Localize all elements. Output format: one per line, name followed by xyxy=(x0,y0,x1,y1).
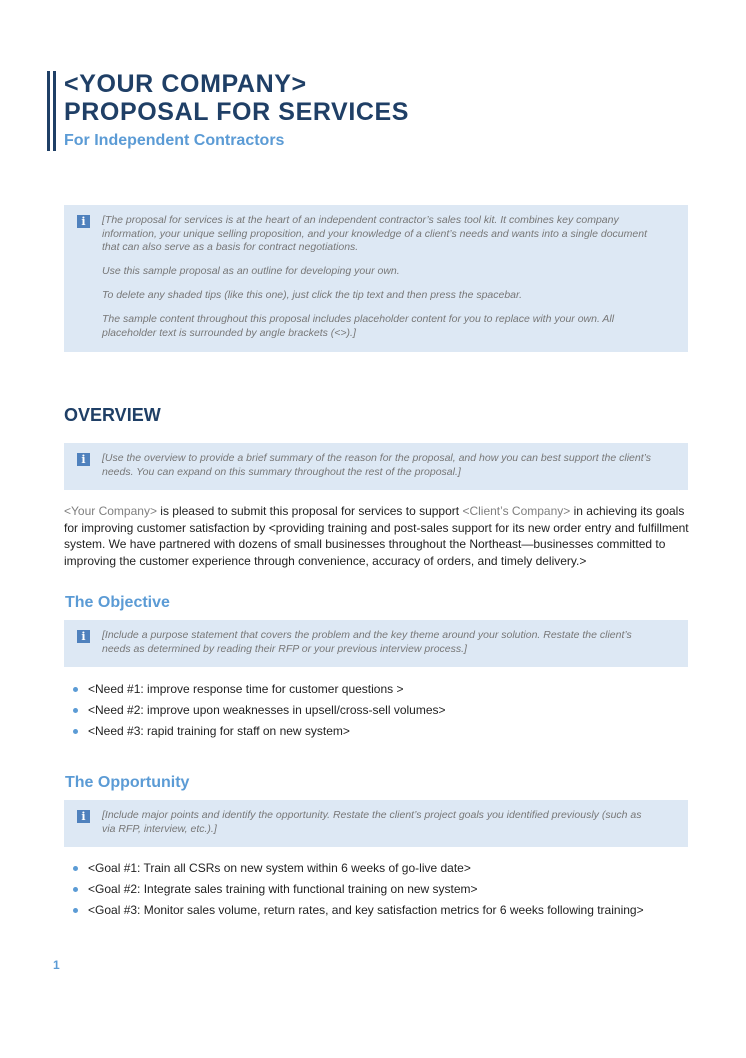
overview-text: in achieving its goals for improving customer satisfaction by <providing training and post-sales support for its new order entry and fulfillment system. We have partnered with dozens of small businesses throughout the Northeast—businesses committed to improving the customer experience through convenience, accuracy of orders, and timely delivery.> xyxy=(64,504,689,568)
document-subtitle: For Independent Contractors xyxy=(64,132,285,149)
info-icon: i xyxy=(77,453,90,466)
list-item: <Need #2: improve upon weaknesses in upsell/cross-sell volumes> xyxy=(73,700,446,721)
overview-body xyxy=(64,503,689,569)
document-title xyxy=(64,70,409,126)
tip-paragraph: The sample content throughout this proposal includes placeholder content for you to replace with your own. All placeholder text is surrounded by angle brackets (<>).] xyxy=(102,313,615,339)
title-line-proposal: PROPOSAL FOR SERVICES xyxy=(64,98,410,126)
title-line-company: <YOUR COMPANY> xyxy=(64,70,307,98)
objective-list xyxy=(73,679,446,742)
tip-paragraph: [Include major points and identify the opportunity. Restate the client’s project goals you identified previously (such as via RFP, interview, etc.).] xyxy=(102,809,642,835)
tip-paragraph: [Use the overview to provide a brief summary of the reason for the proposal, and how you can best support the client’s needs. You can expand on this summary throughout the rest of the proposal.] xyxy=(102,452,652,478)
overview-text: is pleased to submit this proposal for services to support xyxy=(156,504,463,518)
company-placeholder: <Your Company> xyxy=(64,504,157,518)
list-item: <Need #3: rapid training for staff on new system> xyxy=(73,721,446,742)
list-item: <Need #1: improve response time for customer questions > xyxy=(73,679,446,700)
tip-paragraph: [Include a purpose statement that covers the problem and the key theme around your solution. Restate the client’s needs as determined by reading their RFP or your previous interview process.] xyxy=(102,629,632,655)
info-icon: i xyxy=(77,630,90,643)
title-accent-bar xyxy=(53,71,56,151)
objective-tip-box[interactable] xyxy=(64,620,688,667)
list-item: <Goal #1: Train all CSRs on new system within 6 weeks of go-live date> xyxy=(73,858,644,879)
opportunity-heading: The Opportunity xyxy=(65,774,190,791)
info-icon: i xyxy=(77,810,90,823)
opportunity-tip-box[interactable] xyxy=(64,800,688,847)
page-number: 1 xyxy=(53,958,60,972)
client-placeholder: <Client’s Company> xyxy=(462,504,571,518)
info-icon: i xyxy=(77,215,90,228)
opportunity-list xyxy=(73,858,644,921)
list-item: <Goal #3: Monitor sales volume, return rates, and key satisfaction metrics for 6 weeks following training> xyxy=(73,900,644,921)
title-accent-bar xyxy=(47,71,50,151)
overview-heading: OVERVIEW xyxy=(64,405,161,425)
overview-tip-box[interactable] xyxy=(64,443,688,490)
objective-heading: The Objective xyxy=(65,594,170,611)
tip-paragraph: To delete any shaded tips (like this one), just click the tip text and then press the spacebar. xyxy=(102,289,523,302)
tip-paragraph: Use this sample proposal as an outline for developing your own. xyxy=(102,265,400,278)
intro-tip-box[interactable] xyxy=(64,205,688,352)
list-item: <Goal #2: Integrate sales training with functional training on new system> xyxy=(73,879,644,900)
tip-paragraph: [The proposal for services is at the heart of an independent contractor’s sales tool kit. It combines key company information, your unique selling proposition, and your knowledge of a client’s needs and wants into a single document that can also serve as a basis for contract negotiations. xyxy=(102,214,647,254)
